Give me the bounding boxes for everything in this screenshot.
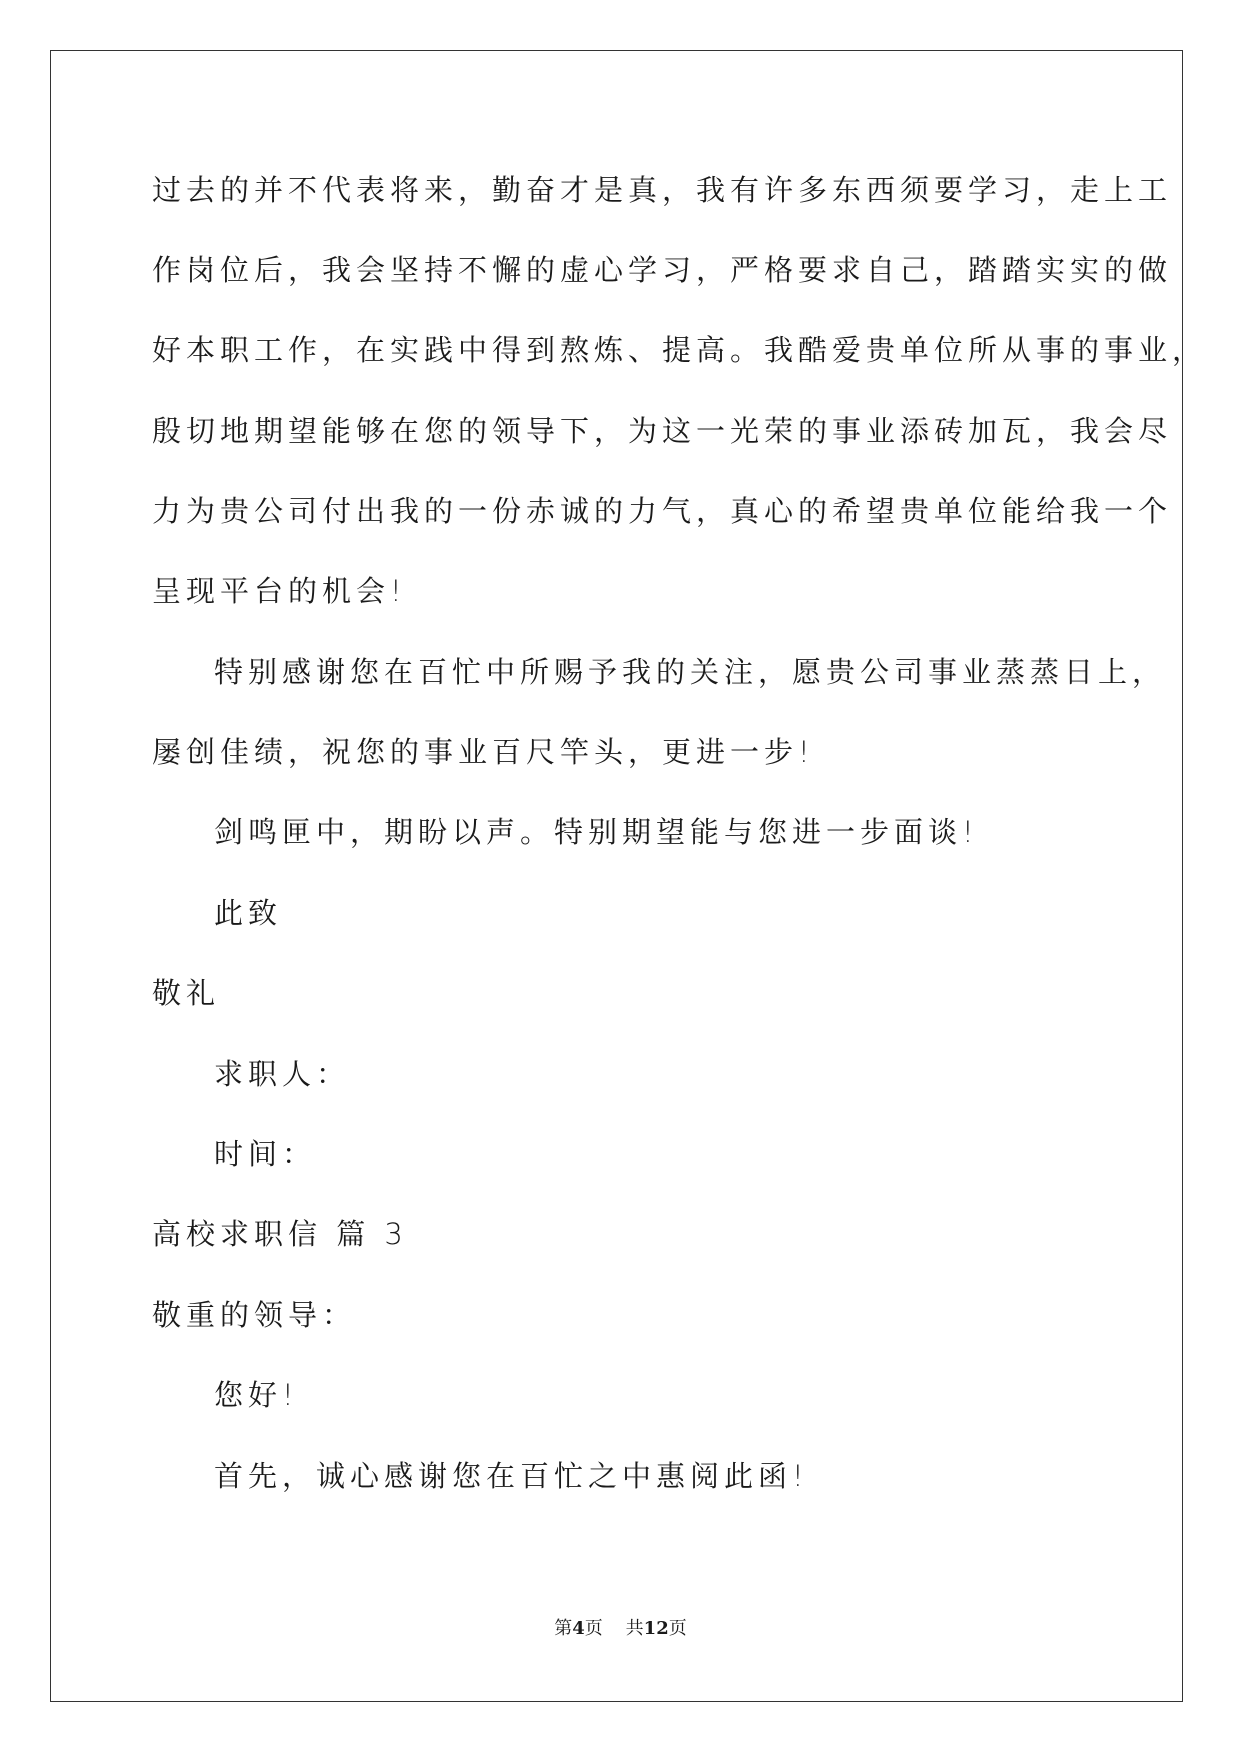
closing-line: 此致: [214, 896, 283, 930]
greeting-line: 敬重的领导：: [152, 1298, 357, 1332]
text-line: 呈现平台的机会!: [152, 574, 407, 608]
text-line: 力为贵公司付出我的一份赤诚的力气，真心的希望贵单位能给我一个: [152, 494, 1173, 528]
footer-total-prefix: 共: [625, 1618, 644, 1639]
footer-page-number: 4: [572, 1618, 585, 1639]
text-line: 殷切地期望能够在您的领导下，为这一光荣的事业添砖加瓦，我会尽: [152, 414, 1173, 448]
footer-page-prefix: 第: [554, 1618, 573, 1639]
text-line: 过去的并不代表将来，勤奋才是真，我有许多东西须要学习，走上工: [152, 173, 1173, 207]
page-footer: [0, 1617, 1241, 1641]
applicant-line: 求职人：: [214, 1057, 351, 1091]
footer-total-suffix: 页: [668, 1618, 687, 1639]
date-line: 时间：: [214, 1137, 317, 1171]
salute-line: 敬礼: [152, 976, 221, 1010]
text-line: 作岗位后，我会坚持不懈的虚心学习，严格要求自己，踏踏实实的做: [152, 253, 1173, 287]
text-line: 特别感谢您在百忙中所赐予我的关注，愿贵公司事业蒸蒸日上，: [214, 655, 1167, 689]
text-line: 屡创佳绩，祝您的事业百尺竿头，更进一步!: [152, 735, 815, 769]
text-line: 好本职工作，在实践中得到熬炼、提高。我酷爱贵单位所从事的事业，: [152, 333, 1207, 367]
page-border: [50, 50, 1183, 1702]
footer-page-suffix: 页: [584, 1618, 603, 1639]
text-line: 剑鸣匣中，期盼以声。特别期望能与您进一步面谈!: [214, 815, 979, 849]
section-heading: 高校求职信 篇 3: [152, 1217, 408, 1251]
footer-total-pages: 12: [643, 1618, 669, 1639]
text-line: 首先，诚心感谢您在百忙之中惠阅此函!: [214, 1459, 809, 1493]
hello-line: 您好!: [214, 1378, 299, 1412]
